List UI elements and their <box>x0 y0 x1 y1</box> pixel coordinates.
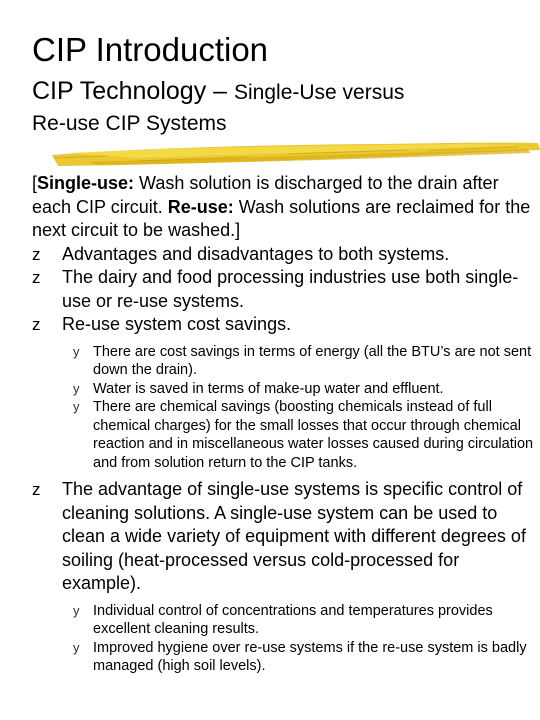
bullet-item <box>32 266 534 313</box>
sub-bullet-item <box>32 602 534 639</box>
sub-bullet-item <box>32 398 534 472</box>
bullet-item <box>32 478 534 596</box>
sub-bullet-text: Individual control of concentrations and temperatures provides excellent cleaning results. <box>93 602 493 637</box>
slide-body <box>32 172 534 676</box>
sub-bullet-text: Improved hygiene over re-use systems if the re-use system is badly managed (high soil levels). <box>93 639 527 674</box>
bullet-marker: z <box>32 268 41 287</box>
bullet-marker: z <box>32 244 41 264</box>
bullet-text: The advantage of single-use systems is specific control of cleaning solutions. A single-use system can be used to clean a wide variety of equipment with different degrees of soiling (heat-processed versus cold-processed for example). <box>62 479 526 593</box>
sub-bullet-item <box>32 380 534 399</box>
bullet-item <box>32 313 534 337</box>
subtitle-line-2: Re-use CIP Systems <box>32 112 227 135</box>
single-use-definition: Wash solution is discharged to the drain after each CIP circuit. <box>32 173 499 217</box>
sub-bullet-item <box>32 639 534 676</box>
sub-bullet-text: There are cost savings in terms of energy (all the BTU’s are not sent down the drain). <box>93 343 532 378</box>
subtitle-part-1: CIP Technology – <box>32 77 234 105</box>
sub-bullet-text: Water is saved in terms of make-up water and effluent. <box>93 380 444 397</box>
single-use-points-list <box>32 602 534 676</box>
intro-definition <box>32 172 534 243</box>
sub-bullet-item <box>32 343 534 380</box>
brush-stroke-divider <box>48 136 540 172</box>
bullet-text: Re-use system cost savings. <box>62 314 292 334</box>
bullet-text: Advantages and disadvantages to both systems. <box>62 243 450 264</box>
bullet-marker: z <box>32 480 41 499</box>
reuse-label: Re-use: <box>167 196 234 217</box>
sub-bullet-marker: y <box>73 399 80 414</box>
bullet-item <box>32 243 534 267</box>
sub-bullet-marker: y <box>73 602 80 618</box>
page-subtitle <box>32 76 532 139</box>
bullet-marker: z <box>32 315 41 334</box>
bullet-text: The dairy and food processing industries use both single-use or re-use systems. <box>62 267 519 311</box>
page-title: CIP Introduction <box>32 31 269 68</box>
single-use-label: Single-use: <box>37 173 135 193</box>
subtitle-part-2: Single-Use versus <box>234 81 405 104</box>
sub-bullet-marker: y <box>73 343 80 359</box>
sub-bullet-marker: y <box>73 639 80 655</box>
sub-bullet-text: There are chemical savings (boosting chemicals instead of full chemical charges) for the small losses that occur through chemical reaction and in miscellaneous water losses caused during circulation and from solution return to the CIP tanks. <box>93 399 534 471</box>
reuse-definition: Wash solutions are reclaimed for the next circuit to be washed.] <box>32 196 531 240</box>
reuse-savings-list <box>32 343 534 473</box>
sub-bullet-marker: y <box>73 380 80 396</box>
intro-bracket: [ <box>32 173 38 193</box>
